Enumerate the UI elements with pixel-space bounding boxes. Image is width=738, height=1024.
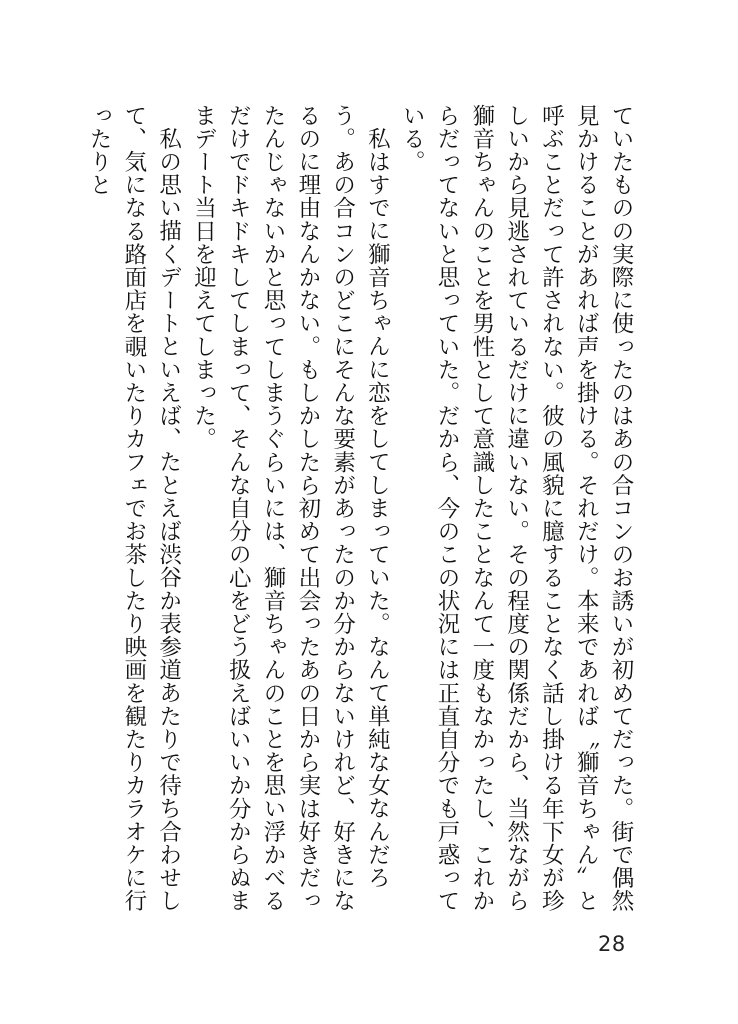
paragraph-3: 私の思い描くデートといえば、たとえば渋谷か表参道あたりで待ち合わせして、気になる路面店を覗いたりカフェでお茶したり映画を観たりカラオケに行ったりと (86, 104, 182, 913)
paragraph-1: ていたものの実際に使ったのはあの合コンのお誘いが初めてだった。街で偶然見かけることがあれば声を掛ける。それだけ。本来であれば〝獅音ちゃん〟と呼ぶことだって許されない。彼の風貌に臆することなく話し掛ける年下女が珍しいから見逃されているだけに違いない。その程度の関係だから、当然ながら獅音ちゃんのことを男性として意識したことなんて一度もなかったし、これからだってないと思っていた。だから、今のこの状況には正直自分でも戸惑っている。 (399, 104, 634, 913)
paragraph-2: 私はすでに獅音ちゃんに恋をしてしまっていた。なんて単純な女なんだろう。あの合コンのどこにそんな要素があったのか分からないけれど、好きになるのに理由なんかない。もしかしたら初めて出会ったあの日から実は好きだったんじゃないかと思ってしまうぐらいには、獅音ちゃんのことを思い浮かべるだけでドキドキしてしまって、そんな自分の心をどう扱えばいいか分からぬままデート当日を迎えてしまった。 (190, 104, 391, 913)
vertical-body-text (81, 104, 638, 934)
page-number: 28 (598, 932, 626, 956)
